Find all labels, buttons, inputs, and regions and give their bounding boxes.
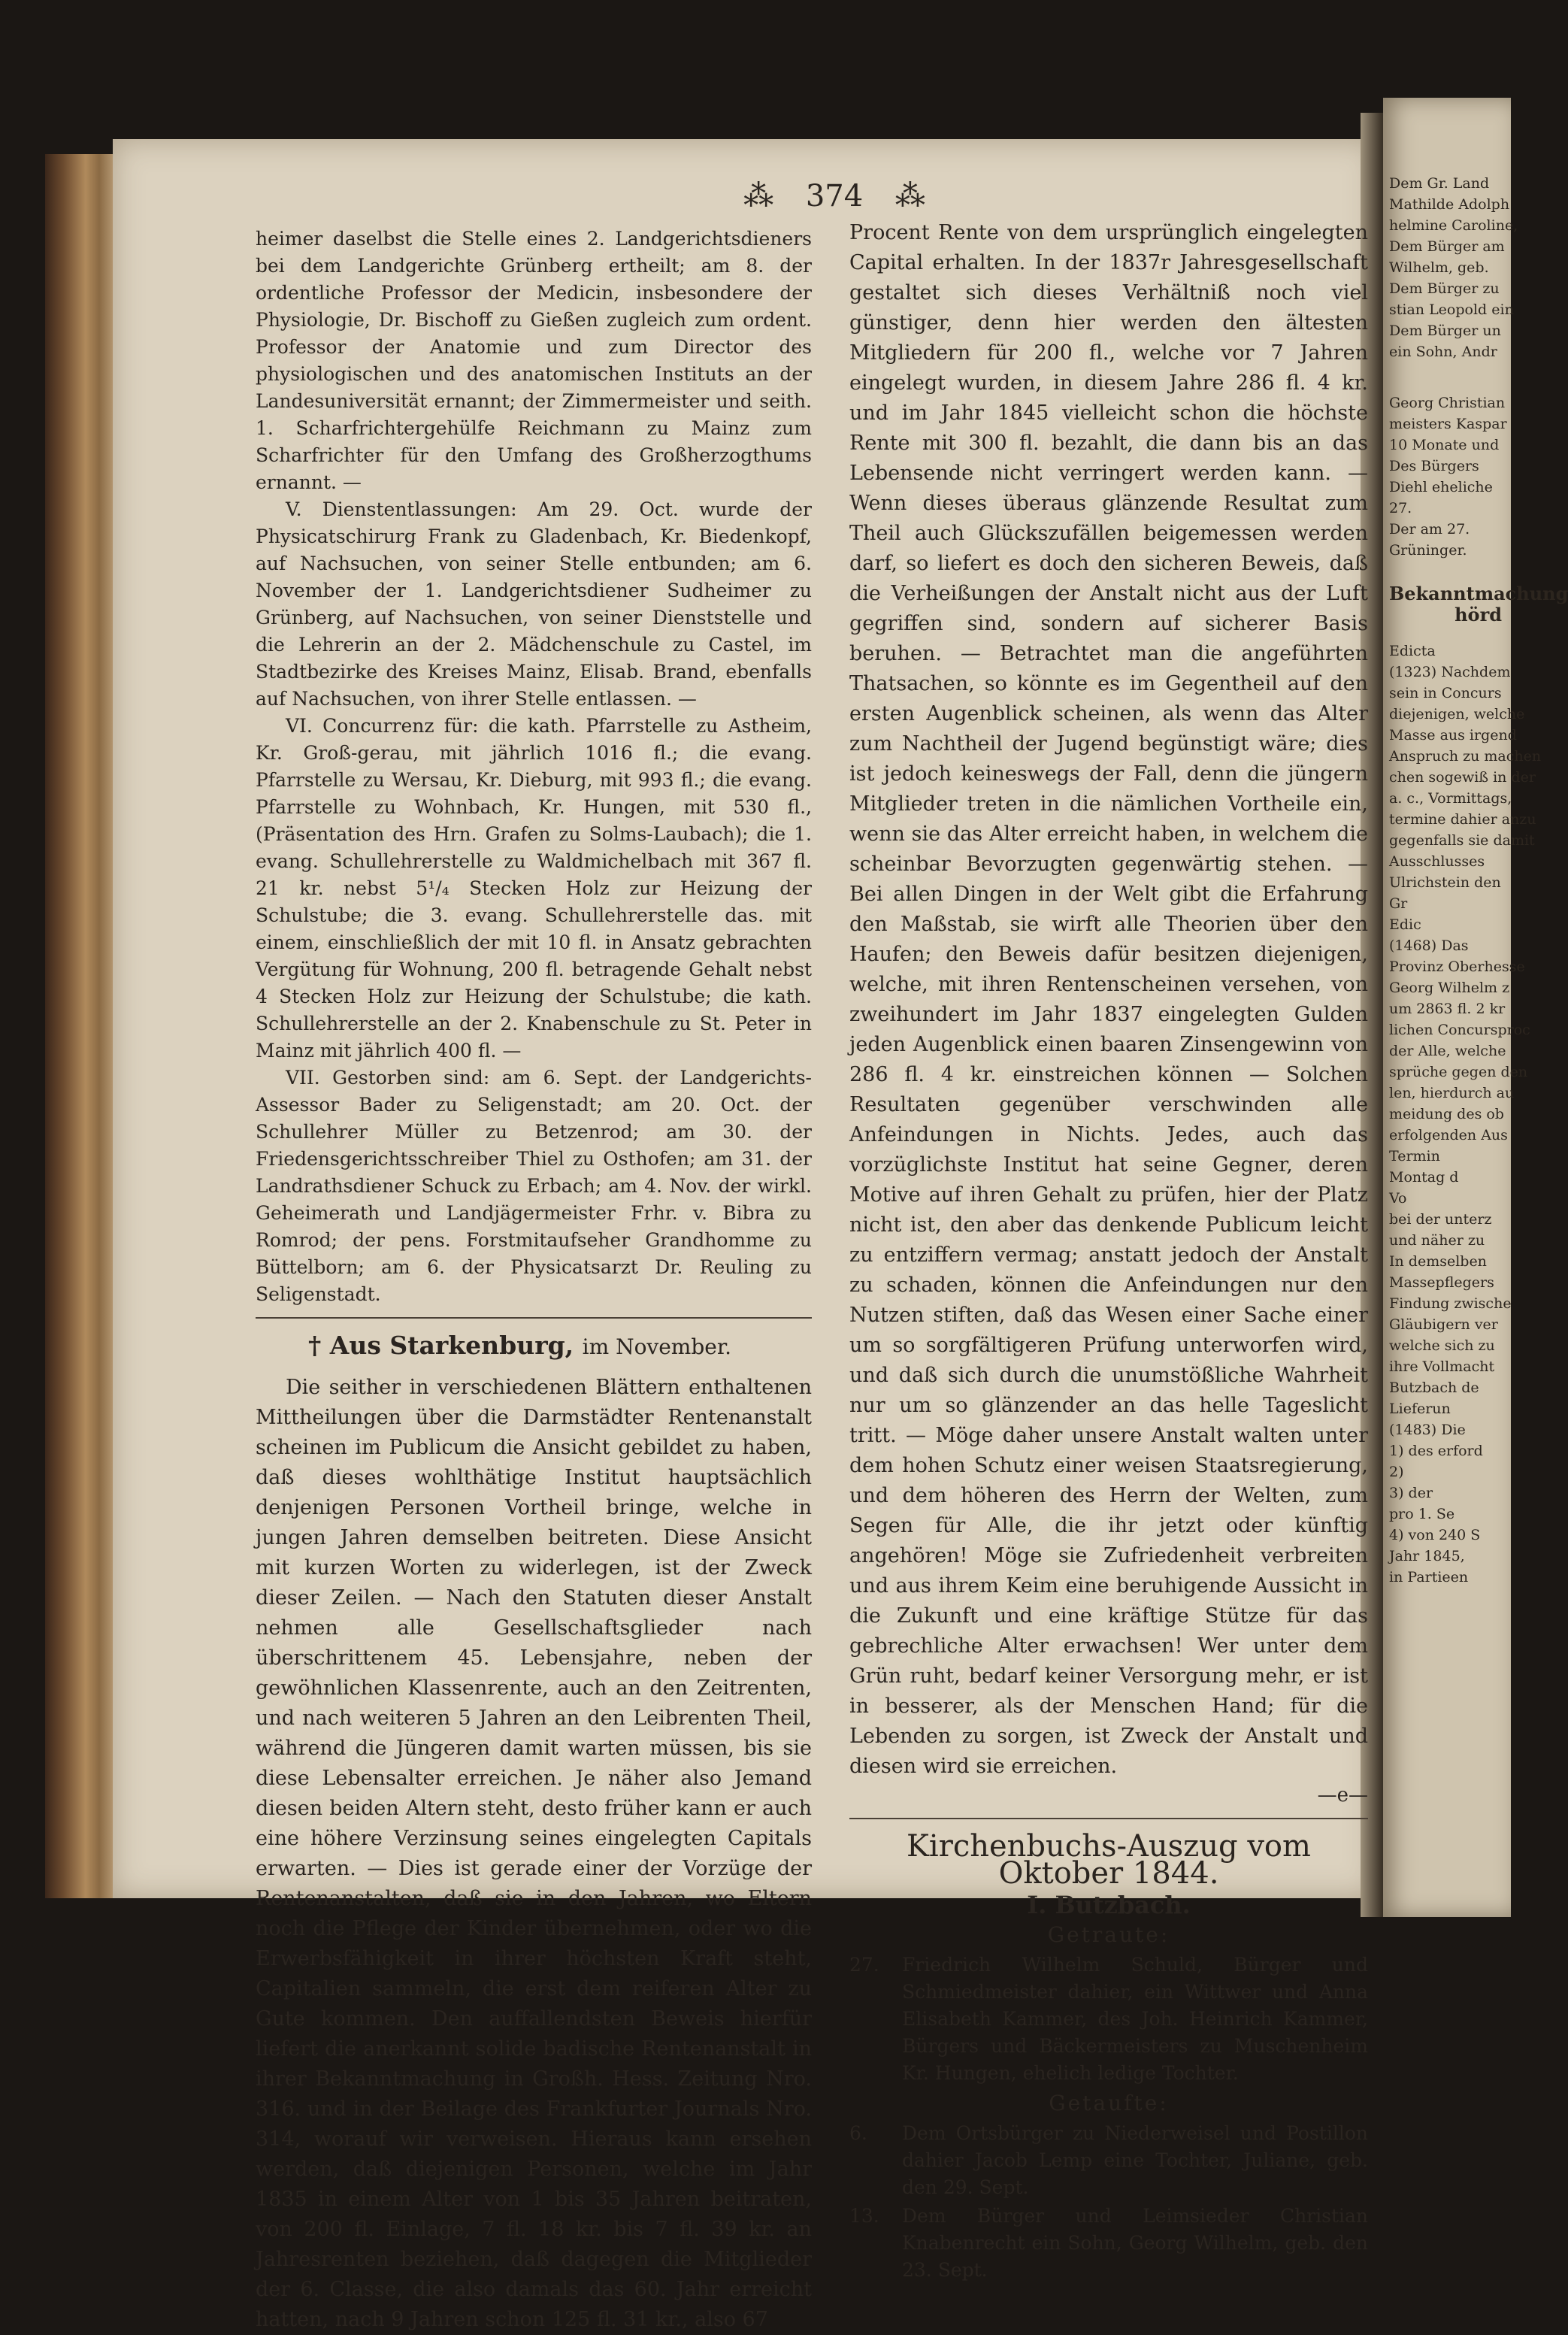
entry-text: Dem Bürger und Leimsieder Christian Knabenrecht ein Sohn, Georg Wilhelm, geb. den 23. Sept.	[902, 2205, 1368, 2281]
section-title: Aus Starkenburg,	[329, 1331, 574, 1360]
facing-line: in Partieen	[1389, 1569, 1469, 1585]
ornament-right: ⁂	[894, 179, 925, 214]
section-divider	[256, 1317, 812, 1319]
baptized-heading: Getaufte:	[1049, 2091, 1169, 2115]
facing-line: Montag d	[1389, 1169, 1459, 1186]
facing-line: Masse aus irgend	[1389, 727, 1517, 744]
facing-line: welche sich zu	[1389, 1337, 1495, 1354]
facing-line: Diehl eheliche	[1389, 479, 1493, 495]
facing-line: len, hierdurch au	[1389, 1085, 1515, 1101]
entry-number: 27.	[849, 1954, 879, 1976]
facing-line: Mathilde Adolph	[1389, 196, 1510, 213]
entry-number: 6.	[849, 2122, 867, 2144]
facing-line: gegenfalls sie damit	[1389, 832, 1535, 849]
facing-line: Jahr 1845,	[1389, 1548, 1465, 1564]
facing-line: Ausschlusses	[1389, 853, 1485, 870]
facing-line: und näher zu	[1389, 1232, 1485, 1249]
facing-line: Edicta	[1389, 643, 1436, 659]
page-header	[722, 179, 947, 214]
facing-low-list	[1389, 641, 1542, 1588]
entry-text: Dem Ortsbürger zu Niederweisel und Postillon dahier Jacob Lemp eine Tochter, Juliane, geb. den 29. Sept.	[902, 2122, 1368, 2198]
dismissals-paragraph: V. Dienstentlassungen: Am 29. Oct. wurde der Physicatschirurg Frank zu Gladenbach, Kr. Biedenkopf, auf Nachsuchen, von seiner Stelle entbunden; am 6. November der 1. Landgerichtsdiener Sudheimer zu Grünberg, auf Nachsuchen, von seiner Dienststelle und die Lehrerin an der 2. Mädchenschule zu Castel, im Stadtbezirke des Kreises Mainz, Elisab. Brand, ebenfalls auf Nachsuchen, von ihrer Stelle entlassen. —	[256, 498, 812, 710]
article-signature: —e—	[1317, 1784, 1368, 1807]
facing-line: Grüninger.	[1389, 542, 1467, 559]
facing-line: chen sogewiß in der	[1389, 769, 1536, 786]
facing-line: diejenigen, welche	[1389, 706, 1525, 722]
facing-line: 2)	[1389, 1464, 1404, 1480]
left-column	[256, 226, 812, 2335]
facing-line: Vo	[1389, 1190, 1407, 1207]
register-entry	[849, 1952, 1368, 2087]
facing-line: sprüche gegen den	[1389, 1064, 1528, 1080]
facing-line: Der am 27.	[1389, 521, 1470, 538]
facing-line: erfolgenden Aus	[1389, 1127, 1508, 1143]
intro-paragraph: heimer daselbst die Stelle eines 2. Landgerichtsdieners bei dem Landgerichte Grünberg ertheilt; am 8. der ordentliche Professor der Medicin, insbesondere der Physiologie, Dr. Bischoff zu Gießen zugleich zum ordent. Professor der Anatomie und zum Director des physiologischen und des anatomischen Instituts an der Landesuniversität ernannt; der Zimmermeister und seith. 1. Scharfrichtergehülfe Reichmann zu Mainz zum Scharfrichter für den Umfang des Großherzogthums ernannt. —	[256, 228, 812, 493]
facing-line: Gr	[1389, 895, 1408, 912]
section-heading	[308, 1332, 812, 1361]
facing-line: (1468) Das	[1389, 937, 1469, 954]
married-heading: Getraute:	[1047, 1922, 1170, 1947]
article-paragraph: Die seither in verschiedenen Blättern enthaltenen Mittheilungen über die Darmstädter Rentenanstalt scheinen im Publicum die Ansicht gebildet zu haben, daß dieses wohlthätige Institut hauptsächlich denjenigen Personen Vortheil bringe, welche in jungen Jahren demselben beitreten. Diese Ansicht mit kurzen Worten zu widerlegen, ist der Zweck dieser Zeilen. — Nach den Statuten dieser Anstalt nehmen alle Gesellschaftsglieder nach überschrittenem 45. Lebensjahre, neben der gewöhnlichen Klassenrente, auch an den Zeitrenten, und nach weiteren 5 Jahren an den Leibrenten Theil, während die Jüngeren damit warten müssen, bis sie diese Lebensalter erreichen. Je näher also Jemand diesen beiden Altern steht, desto früher kann er auch eine höhere Verzinsung seines eingelegten Capitals erwarten. — Dies ist gerade einer der Vorzüge der Rentenanstalten, daß sie in den Jahren, wo Eltern noch die Pflege der Kinder übernehmen, oder wo die Erwerbsfähigkeit in ihrer höchsten Kraft steht, Capitalien sammeln, die erst dem reiferen Alter zu Gute kommen. Den auffallendsten Beweis hierfür liefert die anerkannt solide badische Rentenanstalt in ihrer Bekanntmachung in Großh. Hess. Zeitung Nro. 316. und in der Beilage des Frankfurter Journals Nro. 314, worauf wir verweisen. Hieraus kann ersehen werden, daß diejenigen Personen, welche im Jahr 1835 in einem Alter von 1 bis 35 Jahren beitraten, von 200 fl. Einlage, 7 fl. 18 kr. bis 7 fl. 39 kr. an Jahresrenten beziehen, daß dagegen die Mitglieder der 6. Classe, die also damals das 60. Jahr erreicht hatten, nach 9 Jahren schon 125 fl. 31 kr., also 67	[256, 1376, 812, 2331]
facing-line: lichen Concursproc	[1389, 1022, 1530, 1038]
facing-line: Lieferun	[1389, 1401, 1451, 1417]
entry-text: Friedrich Wilhelm Schuld, Bürger und Schmiedmeister dahier, ein Wittwer und Anna Elisabeth Kammer, des Joh. Heinrich Kammer, Bürgers und Bäckermeisters zu Muschenheim Kr. Hungen, ehelich ledige Tochter.	[902, 1954, 1368, 2084]
facing-line: helmine Caroline,	[1389, 217, 1518, 234]
facing-line: meidung des ob	[1389, 1106, 1504, 1122]
register-title: Kirchenbuchs-Auszug vom Oktober 1844.	[907, 1829, 1311, 1891]
facing-line: meisters Kaspar	[1389, 416, 1507, 432]
facing-line: Dem Bürger zu	[1389, 280, 1500, 297]
facing-line: Ulrichstein den	[1389, 874, 1501, 891]
facing-line: Dem Gr. Land	[1389, 175, 1490, 192]
facing-line: Gläubigern ver	[1389, 1316, 1498, 1333]
facing-line: bei der unterz	[1389, 1211, 1492, 1228]
facing-line: Wilhelm, geb.	[1389, 259, 1489, 276]
facing-line: 4) von 240 S	[1389, 1527, 1481, 1543]
facing-line: Findung zwische	[1389, 1295, 1512, 1312]
facing-line: sein in Concurs	[1389, 685, 1502, 701]
facing-line: pro 1. Se	[1389, 1506, 1455, 1522]
facing-heading: hörd	[1454, 604, 1502, 625]
facing-line: Provinz Oberhesse	[1389, 959, 1525, 975]
facing-line: In demselben	[1389, 1253, 1487, 1270]
section-mark: †	[308, 1331, 322, 1360]
vacancies-paragraph: VI. Concurrenz für: die kath. Pfarrstelle zu Astheim, Kr. Groß-gerau, mit jährlich 1016 fl.; die evang. Pfarrstelle zu Wersau, Kr. Dieburg, mit 993 fl.; die evang. Pfarrstelle zu Wohnbach, Kr. Hungen, mit 530 fl., (Präsentation des Hrn. Grafen zu Solms-Laubach); die 1. evang. Schullehrerstelle zu Waldmichelbach mit 367 fl. 21 kr. nebst 5¹/₄ Stecken Holz zur Heizung der Schulstube; die 3. evang. Schullehrerstelle das. mit einem, einschließlich der mit 10 fl. in Ansatz gebrachten Vergütung für Wohnung, 200 fl. betragende Gehalt nebst 4 Stecken Holz zur Heizung der Schulstube; die kath. Schullehrerstelle an der 2. Knabenschule zu St. Peter in Mainz mit jährlich 400 fl. —	[256, 715, 812, 1062]
facing-page-text	[1389, 173, 1568, 1588]
ornament-left: ⁂	[743, 179, 774, 214]
facing-line: Massepflegers	[1389, 1274, 1494, 1291]
facing-line: Edic	[1389, 916, 1421, 933]
facing-line: stian Leopold ein	[1389, 301, 1514, 318]
facing-heading: Bekanntmachung	[1389, 583, 1568, 604]
facing-line: der Alle, welche	[1389, 1043, 1506, 1059]
facing-line: Butzbach de	[1389, 1379, 1479, 1396]
facing-line: (1483) Die	[1389, 1422, 1466, 1438]
facing-line: Dem Bürger un	[1389, 323, 1501, 339]
facing-line: 3) der	[1389, 1485, 1433, 1501]
page-number: 374	[805, 179, 864, 214]
register-divider	[849, 1818, 1368, 1819]
facing-page	[1383, 98, 1568, 1917]
facing-line: a. c., Vormittags,	[1389, 790, 1512, 807]
facing-line: Georg Wilhelm z	[1389, 980, 1510, 996]
deaths-paragraph: VII. Gestorben sind: am 6. Sept. der Landgerichts-Assessor Bader zu Seligenstadt; am 20. Oct. der Schullehrer Müller zu Betzenrod; am 30. der Friedensgerichtsschreiber Thiel zu Osthofen; am 31. der Landrathsdiener Schuck zu Erbach; am 4. Nov. der wirkl. Geheimerath und Landjägermeister Frhr. v. Bibra zu Romrod; der pens. Forstmitaufseher Grandhomme zu Büttelborn; am 6. der Physicatsarzt Dr. Reuling zu Seligenstadt.	[256, 1067, 812, 1305]
register-entry	[849, 2203, 1368, 2284]
section-date: im November.	[582, 1334, 732, 1359]
facing-line: ein Sohn, Andr	[1389, 344, 1497, 360]
register-place: I. Butzbach.	[1027, 1891, 1191, 1919]
facing-line: termine dahier anzu	[1389, 811, 1536, 828]
facing-line: 27.	[1389, 500, 1412, 516]
right-column	[849, 218, 1368, 2285]
facing-line: Termin	[1389, 1148, 1440, 1164]
article-continuation: Procent Rente von dem ursprünglich eingelegten Capital erhalten. In der 1837r Jahresgesellschaft gestaltet sich dieses Verhältniß noch viel günstiger, denn hier werden den ältesten Mitgliedern für 200 fl., welche vor 7 Jahren eingelegt wurden, in diesem Jahre 286 fl. 4 kr. und im Jahr 1845 vielleicht schon die höchste Rente mit 300 fl. bezahlt, die dann bis an das Lebensende nicht verringert werden kann. — Wenn dieses überaus glänzende Resultat zum Theil auch Glückszufällen beigemessen werden darf, so liefert es doch den sicheren Beweis, daß die Verheißungen der Anstalt nicht aus der Luft gegriffen sind, sondern auf sicherer Basis beruhen. — Betrachtet man die angeführten Thatsachen, so könnte es im Gegentheil auf den ersten Augenblick scheinen, als wenn das Alter zum Nachtheil der Jugend begünstigt wäre; dies ist jedoch keineswegs der Fall, denn die jüngern Mitglieder treten in die nämlichen Vortheile ein, wenn sie das Alter erreicht haben, in welchem die scheinbar Bevorzugten gegenwärtig stehen. — Bei allen Dingen in der Welt gibt die Erfahrung den Maßstab, sie wirft alle Theorien über den Haufen; den Beweis dafür besitzen diejenigen, welche, mit ihren Rentenscheinen versehen, von zweihundert im Jahr 1837 eingelegten Gulden jeden Augenblick einen baaren Zinsengewinn von 286 fl. 4 kr. einstreichen können — Solchen Resultaten gegenüber verschwinden alle Anfeindungen in Nichts. Jedes, auch das vorzüglichste Institut hat seine Gegner, deren Motive auf ihren Gehalt zu prüfen, hier der Platz nicht ist, den aber das denkende Publicum leicht zu entziffern vermag; anstatt jedoch der Anstalt zu schaden, können die Anfeindungen nur den Nutzen stiften, daß das Wesen einer Sache einer um so sorgfältigeren Prüfung unterworfen wird, und daß sich durch die unumstößliche Wahrheit nur um so glänzender an das helle Tageslicht tritt. — Möge daher unsere Anstalt walten unter dem hohen Schutz einer weisen Staatsregierung, und dem höheren des Herrn der Welten, zum Segen für Alle, die ihr jetzt oder künftig angehören! Möge sie Zufriedenheit verbreiten und aus ihrem Keim eine beruhigende Aussicht in die Zukunft und eine kräftige Stütze für das gebrechliche Alter erwachsen! Wer unter dem Grün ruht, bedarf keiner Versorgung mehr, er ist in besserer, als der Menschen Hand; für die Lebenden zu sorgen, ist Zweck der Anstalt und diesen wird sie erreichen.	[849, 221, 1368, 1778]
facing-line: Dem Bürger am	[1389, 238, 1505, 255]
facing-line: ihre Vollmacht	[1389, 1358, 1495, 1375]
facing-line: um 2863 fl. 2 kr	[1389, 1001, 1506, 1017]
facing-line: Des Bürgers	[1389, 458, 1479, 474]
facing-line: (1323) Nachdem	[1389, 664, 1511, 680]
facing-line: 10 Monate und	[1389, 437, 1500, 453]
facing-line: 1) des erford	[1389, 1443, 1483, 1459]
facing-line: Anspruch zu machen	[1389, 748, 1542, 765]
entry-number: 13.	[849, 2205, 879, 2227]
facing-line: Georg Christian	[1389, 395, 1506, 411]
register-entry	[849, 2120, 1368, 2201]
